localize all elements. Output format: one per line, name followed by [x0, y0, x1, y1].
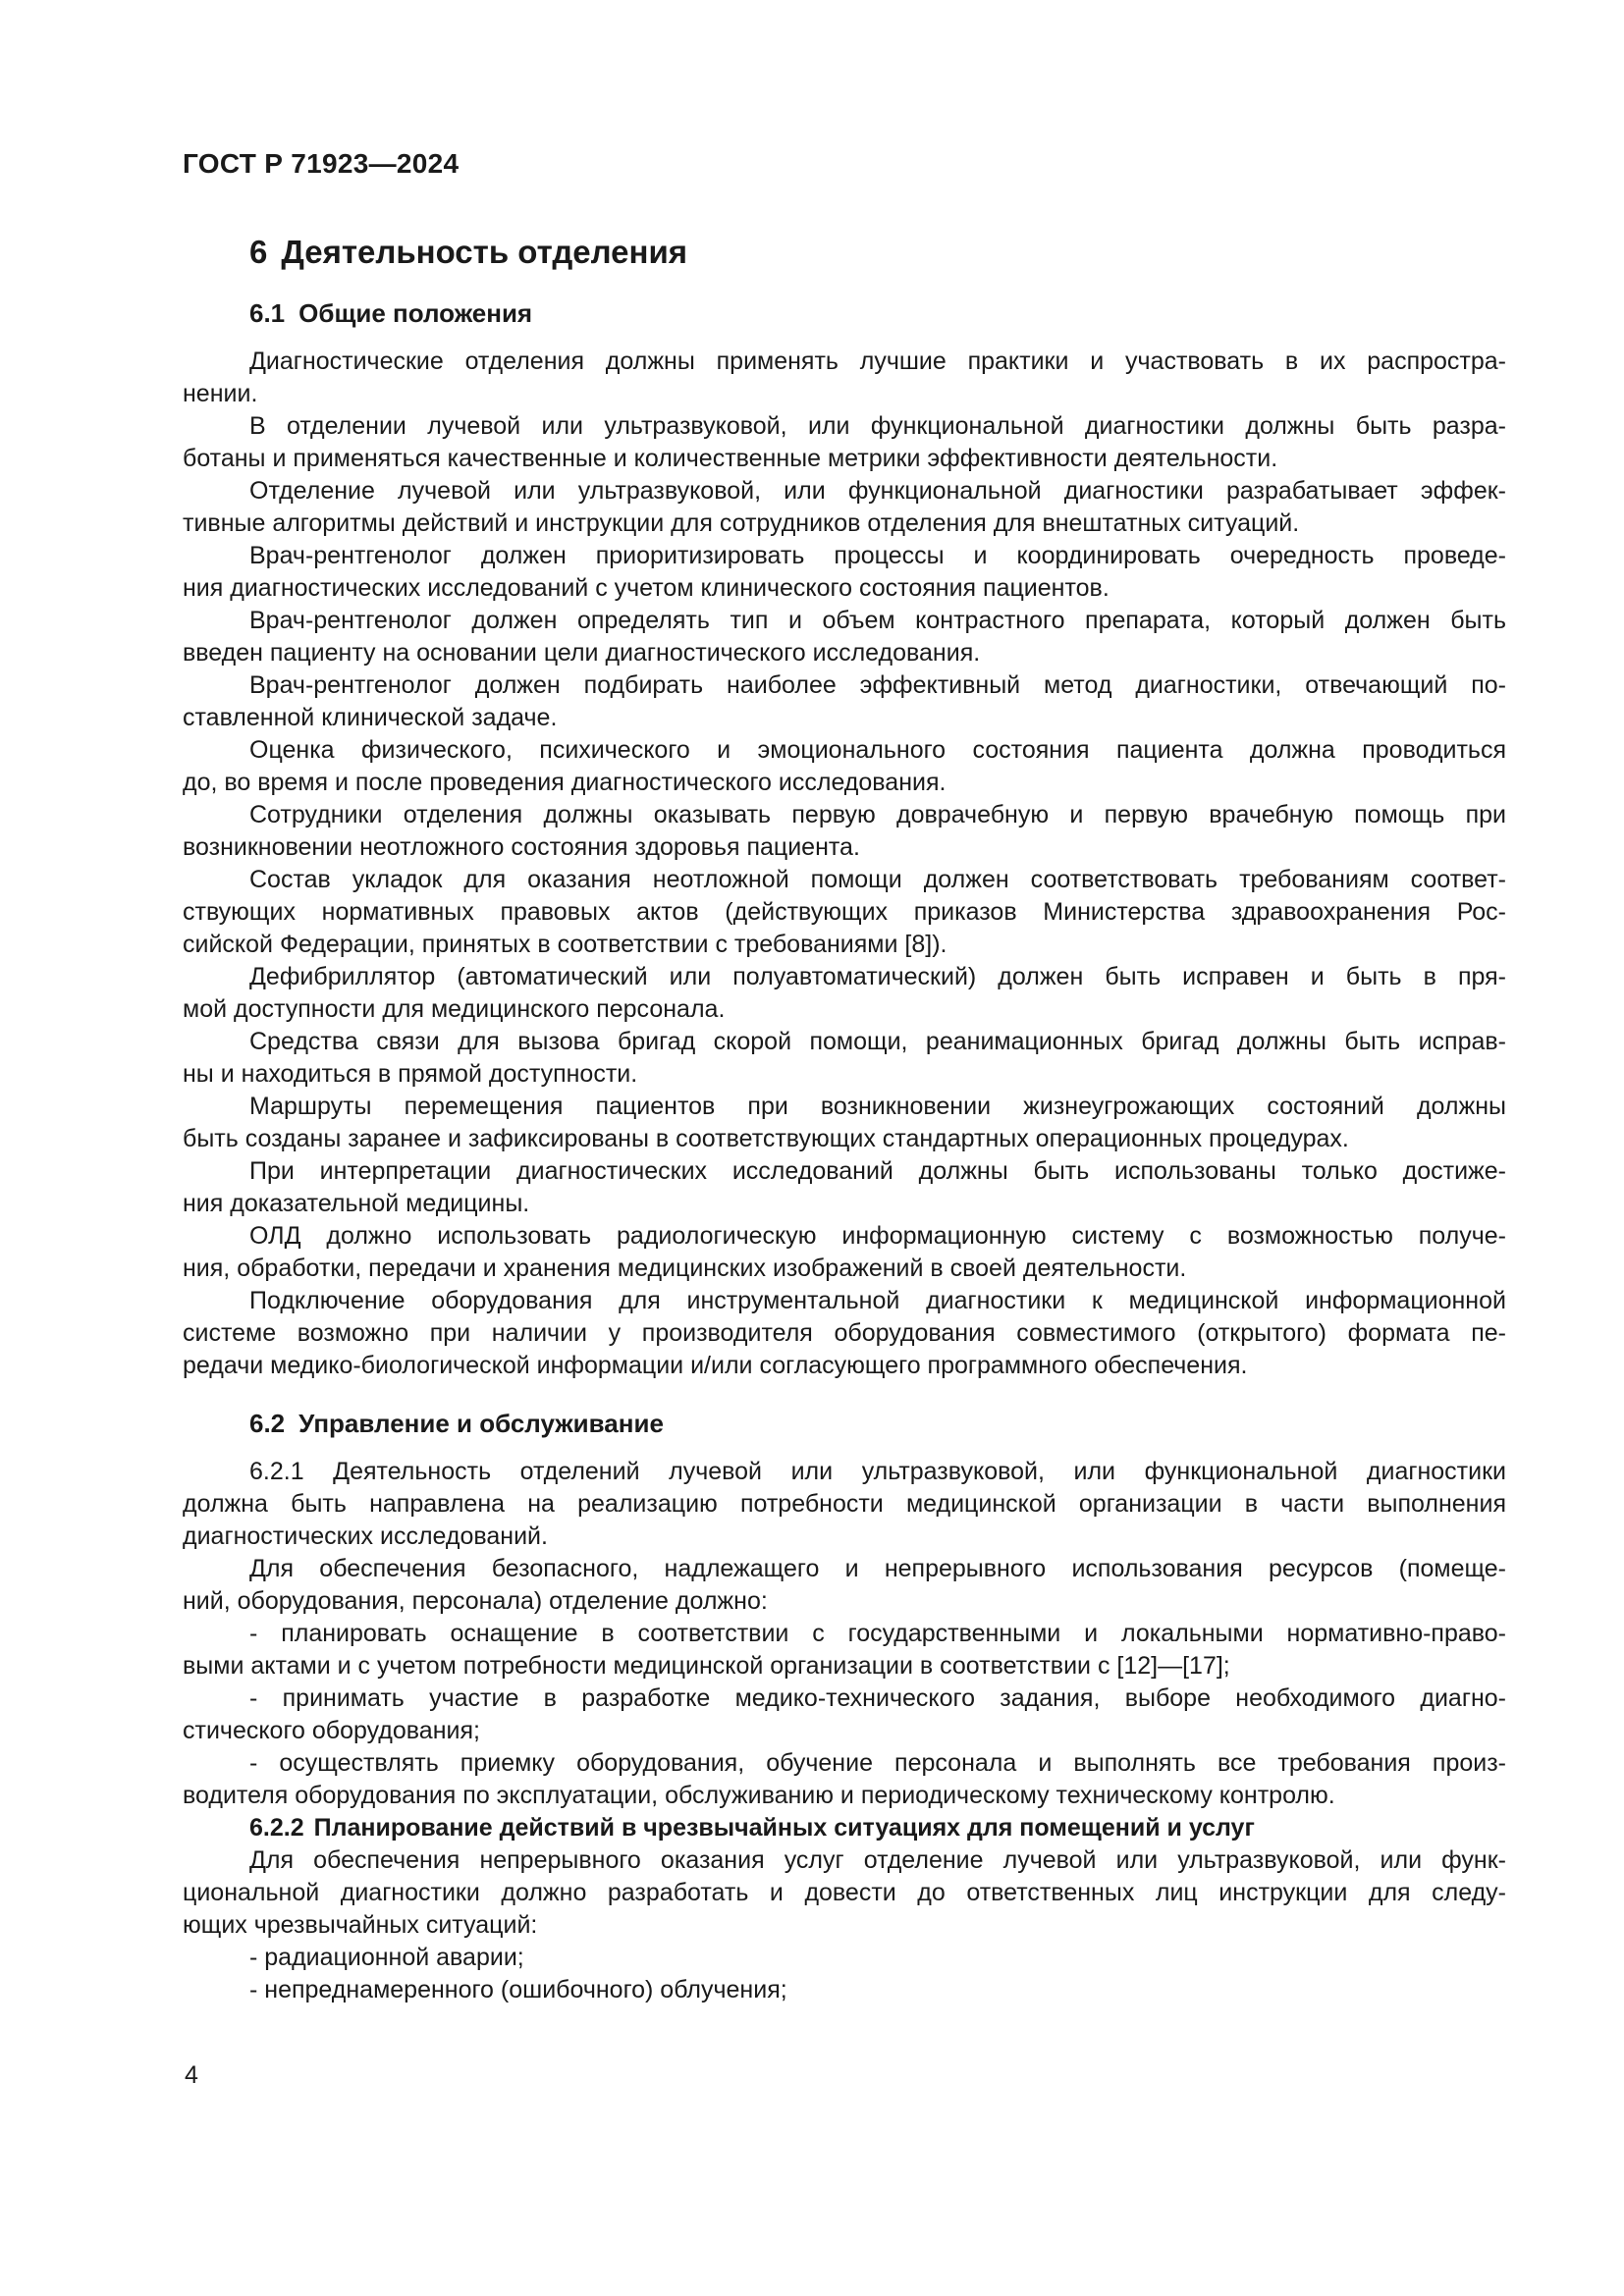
- text-line: Сотрудники отделения должны оказывать первую доврачебную и первую врачебную помощь при: [249, 801, 1506, 828]
- text-line: системе возможно при наличии у производителя оборудования совместимого (открытого) формата пе-: [183, 1319, 1506, 1347]
- chapter-number: 6: [249, 234, 268, 270]
- section-heading: [183, 1408, 1506, 1440]
- chapter-title: Деятельность отделения: [281, 234, 687, 270]
- paragraph: [183, 669, 1506, 734]
- running-header: ГОСТ Р 71923—2024: [183, 148, 460, 179]
- section-heading: [183, 297, 1506, 330]
- text-line: - планировать оснащение в соответствии с государственными и локальными нормативно-право-: [249, 1620, 1506, 1647]
- paragraph: [183, 1553, 1506, 1618]
- text-line: Дефибриллятор (автоматический или полуавтоматический) должен быть исправен и быть в пря-: [249, 963, 1506, 990]
- paragraph: [183, 1155, 1506, 1220]
- text-line: ствующих нормативных правовых актов (действующих приказов Министерства здравоохранения Рос-: [183, 898, 1506, 926]
- sections-container: [183, 297, 1506, 2006]
- text-line: нении.: [183, 380, 258, 407]
- text-line: - непреднамеренного (ошибочного) облучения;: [249, 1976, 787, 2003]
- text-line: быть созданы заранее и зафиксированы в соответствующих стандартных операционных процедурах.: [183, 1125, 1349, 1152]
- text-line: возникновении неотложного состояния здоровья пациента.: [183, 833, 860, 861]
- text-line: Врач-рентгенолог должен определять тип и объем контрастного препарата, который должен быть: [249, 607, 1506, 634]
- paragraph: [183, 1285, 1506, 1382]
- text-line: - принимать участие в разработке медико-технического задания, выборе необходимого диагно-: [249, 1684, 1506, 1712]
- paragraph: [183, 1026, 1506, 1091]
- text-line: При интерпретации диагностических исследований должны быть использованы только достиже-: [249, 1157, 1506, 1185]
- section-6.1: [183, 297, 1506, 1382]
- section-title: Общие положения: [298, 298, 533, 328]
- paragraph: [183, 1220, 1506, 1285]
- text-line: ния диагностических исследований с учетом клинического состояния пациентов.: [183, 574, 1110, 602]
- text-line: ОЛД должно использовать радиологическую информационную систему с возможностью получе-: [249, 1222, 1506, 1250]
- paragraph: [183, 864, 1506, 961]
- text-line: Подключение оборудования для инструментальной диагностики к медицинской информационной: [249, 1287, 1506, 1314]
- subsection-number: 6.2.2: [249, 1814, 304, 1842]
- text-line: Для обеспечения непрерывного оказания услуг отделение лучевой или ультразвуковой, или функ-: [249, 1846, 1506, 1874]
- text-line: ний, оборудования, персонала) отделение должно:: [183, 1587, 768, 1615]
- text-line: В отделении лучевой или ультразвуковой, или функциональной диагностики должны быть разра-: [249, 412, 1506, 440]
- text-line: водителя оборудования по эксплуатации, обслуживанию и периодическому техническому контролю.: [183, 1782, 1335, 1809]
- text-line: тивные алгоритмы действий и инструкции для сотрудников отделения для внештатных ситуаций.: [183, 509, 1300, 537]
- text-line: ния, обработки, передачи и хранения медицинских изображений в своей деятельности.: [183, 1255, 1187, 1282]
- chapter-heading: [183, 233, 1506, 272]
- list-item: [183, 1942, 1506, 1974]
- text-line: должна быть направлена на реализацию потребности медицинской организации в части выполнения: [183, 1490, 1506, 1518]
- text-line: - осуществлять приемку оборудования, обучение персонала и выполнять все требования произ-: [249, 1749, 1506, 1777]
- paragraph: [183, 734, 1506, 799]
- text-line: Средства связи для вызова бригад скорой помощи, реанимационных бригад должны быть исправ-: [249, 1028, 1506, 1055]
- text-line: введен пациенту на основании цели диагностического исследования.: [183, 639, 981, 667]
- section-6.2: [183, 1408, 1506, 2006]
- text-line: Врач-рентгенолог должен приоритизировать процессы и координировать очередность проведе-: [249, 542, 1506, 569]
- text-line: Врач-рентгенолог должен подбирать наиболее эффективный метод диагностики, отвечающий по-: [249, 671, 1506, 699]
- text-line: ставленной клинической задаче.: [183, 704, 558, 731]
- text-line: мой доступности для медицинского персонала.: [183, 995, 726, 1023]
- text-line: - радиационной аварии;: [249, 1944, 524, 1971]
- paragraph: [183, 540, 1506, 605]
- text-line: Оценка физического, психического и эмоционального состояния пациента должна проводиться: [249, 736, 1506, 764]
- text-line: Диагностические отделения должны применять лучшие практики и участвовать в их распростра-: [249, 347, 1506, 375]
- paragraph: [183, 961, 1506, 1026]
- text-line: Состав укладок для оказания неотложной помощи должен соответствовать требованиям соответ-: [249, 866, 1506, 893]
- paragraph: [183, 1456, 1506, 1553]
- text-line: ны и находиться в прямой доступности.: [183, 1060, 638, 1088]
- text-line: циональной диагностики должно разработать и довести до ответственных лиц инструкции для следу-: [183, 1879, 1506, 1906]
- text-line: стического оборудования;: [183, 1717, 480, 1744]
- text-line: Маршруты перемещения пациентов при возникновении жизнеугрожающих состояний должны: [249, 1093, 1506, 1120]
- paragraph: [183, 410, 1506, 475]
- text-line: 6.2.1 Деятельность отделений лучевой или ультразвуковой, или функциональной диагностики: [249, 1458, 1506, 1485]
- text-line: Для обеспечения безопасного, надлежащего и непрерывного использования ресурсов (помеще-: [249, 1555, 1506, 1582]
- list-item: [183, 1618, 1506, 1682]
- text-line: ющих чрезвычайных ситуаций:: [183, 1911, 538, 1939]
- text-line: Отделение лучевой или ультразвуковой, или функциональной диагностики разрабатывает эффек-: [249, 477, 1506, 505]
- section-number: 6.2: [249, 1409, 286, 1438]
- text-line: до, во время и после проведения диагностического исследования.: [183, 769, 947, 796]
- list-item: [183, 1682, 1506, 1747]
- paragraph: [183, 799, 1506, 864]
- subsection-title: Планирование действий в чрезвычайных ситуациях для помещений и услуг: [313, 1814, 1255, 1842]
- text-line: редачи медико-биологической информации и/или согласующего программного обеспечения.: [183, 1352, 1248, 1379]
- paragraph: [183, 475, 1506, 540]
- paragraph: [183, 1091, 1506, 1155]
- list-item: [183, 1974, 1506, 2006]
- subsection-heading: [183, 1812, 1506, 1844]
- text-line: диагностических исследований.: [183, 1522, 548, 1550]
- text-line: сийской Федерации, принятых в соответствии с требованиями [8]).: [183, 931, 947, 958]
- section-number: 6.1: [249, 298, 286, 328]
- section-title: Управление и обслуживание: [298, 1409, 664, 1438]
- list-item: [183, 1747, 1506, 1812]
- text-line: ботаны и применяться качественные и количественные метрики эффективности деятельности.: [183, 445, 1278, 472]
- paragraph: [183, 346, 1506, 410]
- text-line: выми актами и с учетом потребности медицинской организации в соответствии с [12]—[17];: [183, 1652, 1230, 1680]
- text-line: ния доказательной медицины.: [183, 1190, 530, 1217]
- paragraph: [183, 1844, 1506, 1942]
- paragraph: [183, 605, 1506, 669]
- page-number: 4: [185, 2061, 198, 2089]
